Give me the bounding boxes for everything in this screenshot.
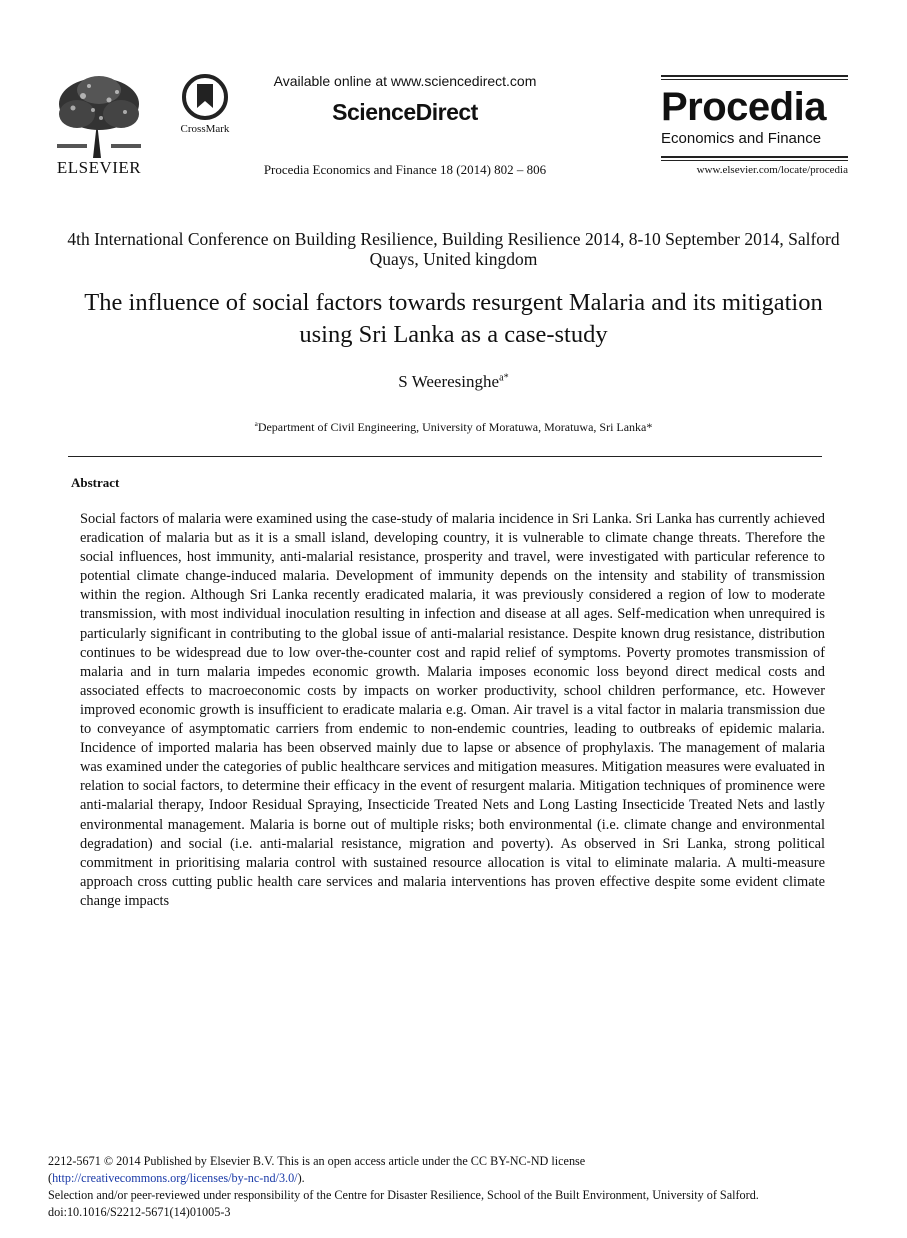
author-affiliation-marks: a* xyxy=(499,372,509,384)
crossmark-badge[interactable] xyxy=(176,74,234,135)
license-link[interactable]: http://creativecommons.org/licenses/by-nc-nd/3.0/ xyxy=(52,1171,298,1185)
crossmark-label: CrossMark xyxy=(180,123,230,135)
affiliation-line xyxy=(150,420,757,435)
doi-line: doi:10.1016/S2212-5671(14)01005-3 xyxy=(48,1205,231,1219)
author-name: S Weeresinghe xyxy=(398,372,500,391)
crossmark-icon xyxy=(182,74,228,120)
copyright-line: 2212-5671 © 2014 Published by Elsevier B.V. This is an open access article under the CC BY-NC-ND license xyxy=(48,1154,586,1168)
author-line xyxy=(300,372,607,392)
affiliation-text: Department of Civil Engineering, University of Moratuwa, Moratuwa, Sri Lanka* xyxy=(257,420,653,434)
journal-reference: Procedia Economics and Finance 18 (2014) 802 – 806 xyxy=(263,162,547,177)
procedia-subtitle: Economics and Finance xyxy=(661,130,822,147)
logo-rule-top xyxy=(661,75,848,80)
procedia-journal-logo xyxy=(661,75,848,176)
affiliation-mark: a xyxy=(254,420,258,428)
available-online-text: Available online at www.sciencedirect.com xyxy=(273,73,537,89)
license-open-paren: ( xyxy=(48,1171,53,1185)
license-close-paren: ). xyxy=(297,1171,305,1185)
procedia-wordmark: Procedia xyxy=(661,85,826,129)
logo-rule-bottom xyxy=(661,156,848,161)
paper-title: The influence of social factors towards resurgent Malaria and its mitigation using Sri Lanka as a case-study xyxy=(84,289,823,348)
section-divider xyxy=(68,456,822,457)
peer-review-line: Selection and/or peer-reviewed under responsibility of the Centre for Disaster Resilience, School of the Built Environment, University of Salford. xyxy=(48,1188,759,1202)
abstract-body: Social factors of malaria were examined using the case-study of malaria incidence in Sri Lanka. Sri Lanka has currently achieved eradication of malaria but as it is a small island, developing country, it is vulnerable to climate change threats. Therefore the social influences, host immunity, anti-malarial resistance, prosperity and travel, were investigated with particular reference to potential climate change-induced malaria. Development of immunity depends on the intensity and stability of transmission within the region. Although Sri Lanka recently eradicated malaria, it was previously considered a region of low to moderate transmission, with most individual inoculation resulting in infection and disease at all ages. Self-medication when unrequired is particularly significant in contributing to the global issue of anti-malarial resistance. Despite known drug resistance, distribution continues to be widespread due to low over-the-counter cost and rapid relief of symptoms. Poverty promotes transmission of malaria and in turn malaria impedes economic growth. Malaria imposes economic loss beyond direct medical costs and associated effects to macroeconomic costs by impacts on worker productivity, school children performance, etc. However improved economic growth is insufficient to eradicate malaria e.g. Oman. Air travel is a vital factor in malaria transmission due to conveyance of asymptomatic carriers from endemic to non-endemic countries, leading to outbreaks of epidemic malaria. Incidence of imported malaria has been observed mainly due to lapse or absence of prophylaxis. The management of malaria was examined under the categories of public healthcare services and mitigation measures. Mitigation measures were evaluated in relation to social factors, to determine their efficacy in the event of resurgent malaria. Mitigation techniques of prominence were anti-malarial therapy, Indoor Residual Spraying, Insecticide Treated Nets and Long Lasting Insecticide Treated Nets and lastly environmental management. Malaria is borne out of multiple risks; both environmental (i.e. climate change and environmental degradation) and social (i.e. anti-malarial resistance, migration and poverty). As observed in Sri Lanka, strong political commitment in prioritising malaria control with sustained resource allocation is vital to eliminate malaria. A multi-measure approach cross cutting public health care services and malaria interventions has proven effective despite some evident climate change impacts xyxy=(80,511,825,909)
elsevier-logo xyxy=(50,74,148,178)
footer xyxy=(48,1153,838,1221)
sciencedirect-logo: ScienceDirect xyxy=(332,99,478,125)
journal-url-link[interactable]: www.elsevier.com/locate/procedia xyxy=(696,164,848,176)
license-line xyxy=(48,1170,838,1187)
elsevier-wordmark: ELSEVIER xyxy=(56,158,142,177)
conference-name: 4th International Conference on Building Resilience, Building Resilience 2014, 8-10 September 2014, Salford Quays, United kingdom xyxy=(67,229,840,269)
elsevier-tree-icon xyxy=(53,74,145,158)
abstract-heading: Abstract xyxy=(71,475,120,490)
